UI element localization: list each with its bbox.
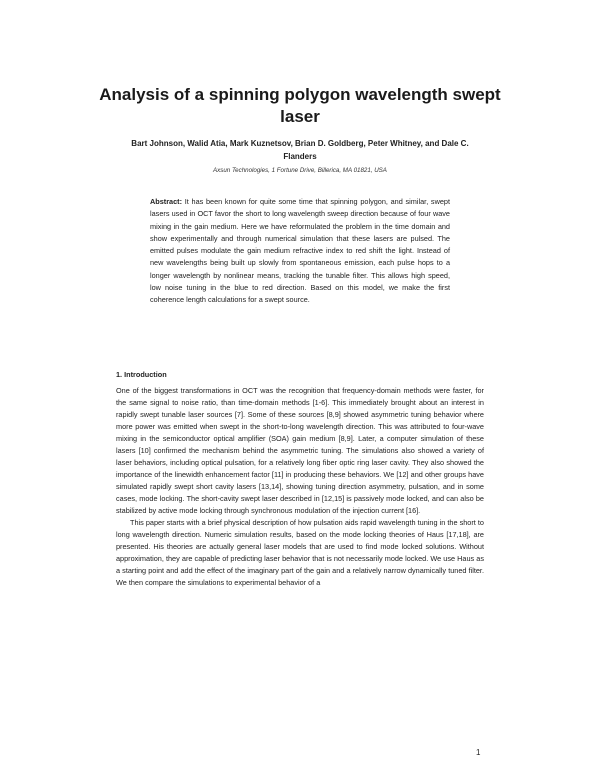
introduction-body: [116, 385, 484, 589]
paper-title: Analysis of a spinning polygon wavelength swept laser: [99, 85, 501, 126]
author-affiliation: Axsun Technologies, 1 Fortune Drive, Billerica, MA 01821, USA: [213, 167, 387, 174]
author-list: Bart Johnson, Walid Atia, Mark Kuznetsov, Brian D. Goldberg, Peter Whitney, and Dale C. Flanders: [131, 139, 469, 161]
abstract-label: Abstract:: [150, 197, 183, 206]
abstract: [150, 196, 450, 307]
intro-paragraph: This paper starts with a brief physical description of how pulsation aids rapid wavelength tuning in the short to long wavelength direction. Numeric simulation results, based on the mode locking theories of Haus [17,18], are presented. His theories are actually general laser models that are used to find mode locked solutions. Without approximation, they are capable of predicting laser behavior that is not necessarily mode locked. We use Haus as a starting point and add the effect of the imaginary part of the gain and a relatively narrow dynamically tuned filter. We then compare the simulations to experimental behavior of a: [116, 518, 484, 587]
abstract-text: It has been known for quite some time that spinning polygon, and similar, swept lasers used in OCT favor the short to long wavelength sweep direction because of four wave mixing in the gain medium. Here we have reformulated the problem in the time domain and show experimentally and through numerical simulation that these lasers are pulsed. The emitted pulses modulate the gain medium refractive index to red shift the light. Instead of new wavelengths being built up slowly from spontaneous emission, each pulse hops to a longer wavelength by nonlinear means, tracking the tunable filter. This allows high speed, low noise tuning in the blue to red direction. Based on this model, we make the first coherence length calculations for a swept source.: [150, 197, 450, 305]
section-heading-introduction: 1. Introduction: [116, 370, 167, 379]
intro-paragraph: One of the biggest transformations in OCT was the recognition that frequency-domain methods were faster, for the same signal to noise ratio, than time-domain methods [1-6]. This immediately brought about an interest in rapidly swept tunable laser sources [7]. Some of these sources [8,9] showed asymmetric tuning behavior where more power was emitted when swept in the short-to-long wavelength direction. This was attributed to four-wave mixing in the semiconductor optical amplifier (SOA) gain medium [8,9]. Later, a computer simulation of these lasers [10] confirmed the mechanism behind the asymmetric tuning. The simulations also showed a variety of laser behaviors, including optical pulsation, for a relatively long fiber optic ring laser cavity. They also showed the importance of the linewidth enhancement factor [11] in producing these behaviors. We [12] and other groups have simulated rapidly swept short cavity lasers [13,14], showing tuning direction asymmetry, pulsation, and in some cases, mode locking. The short-cavity swept laser described in [12,15] is passively mode locked, and can also be stabilized by active mode locking through synchronous modulation of the injection current [16].: [116, 386, 484, 515]
page-number: 1: [476, 748, 481, 757]
